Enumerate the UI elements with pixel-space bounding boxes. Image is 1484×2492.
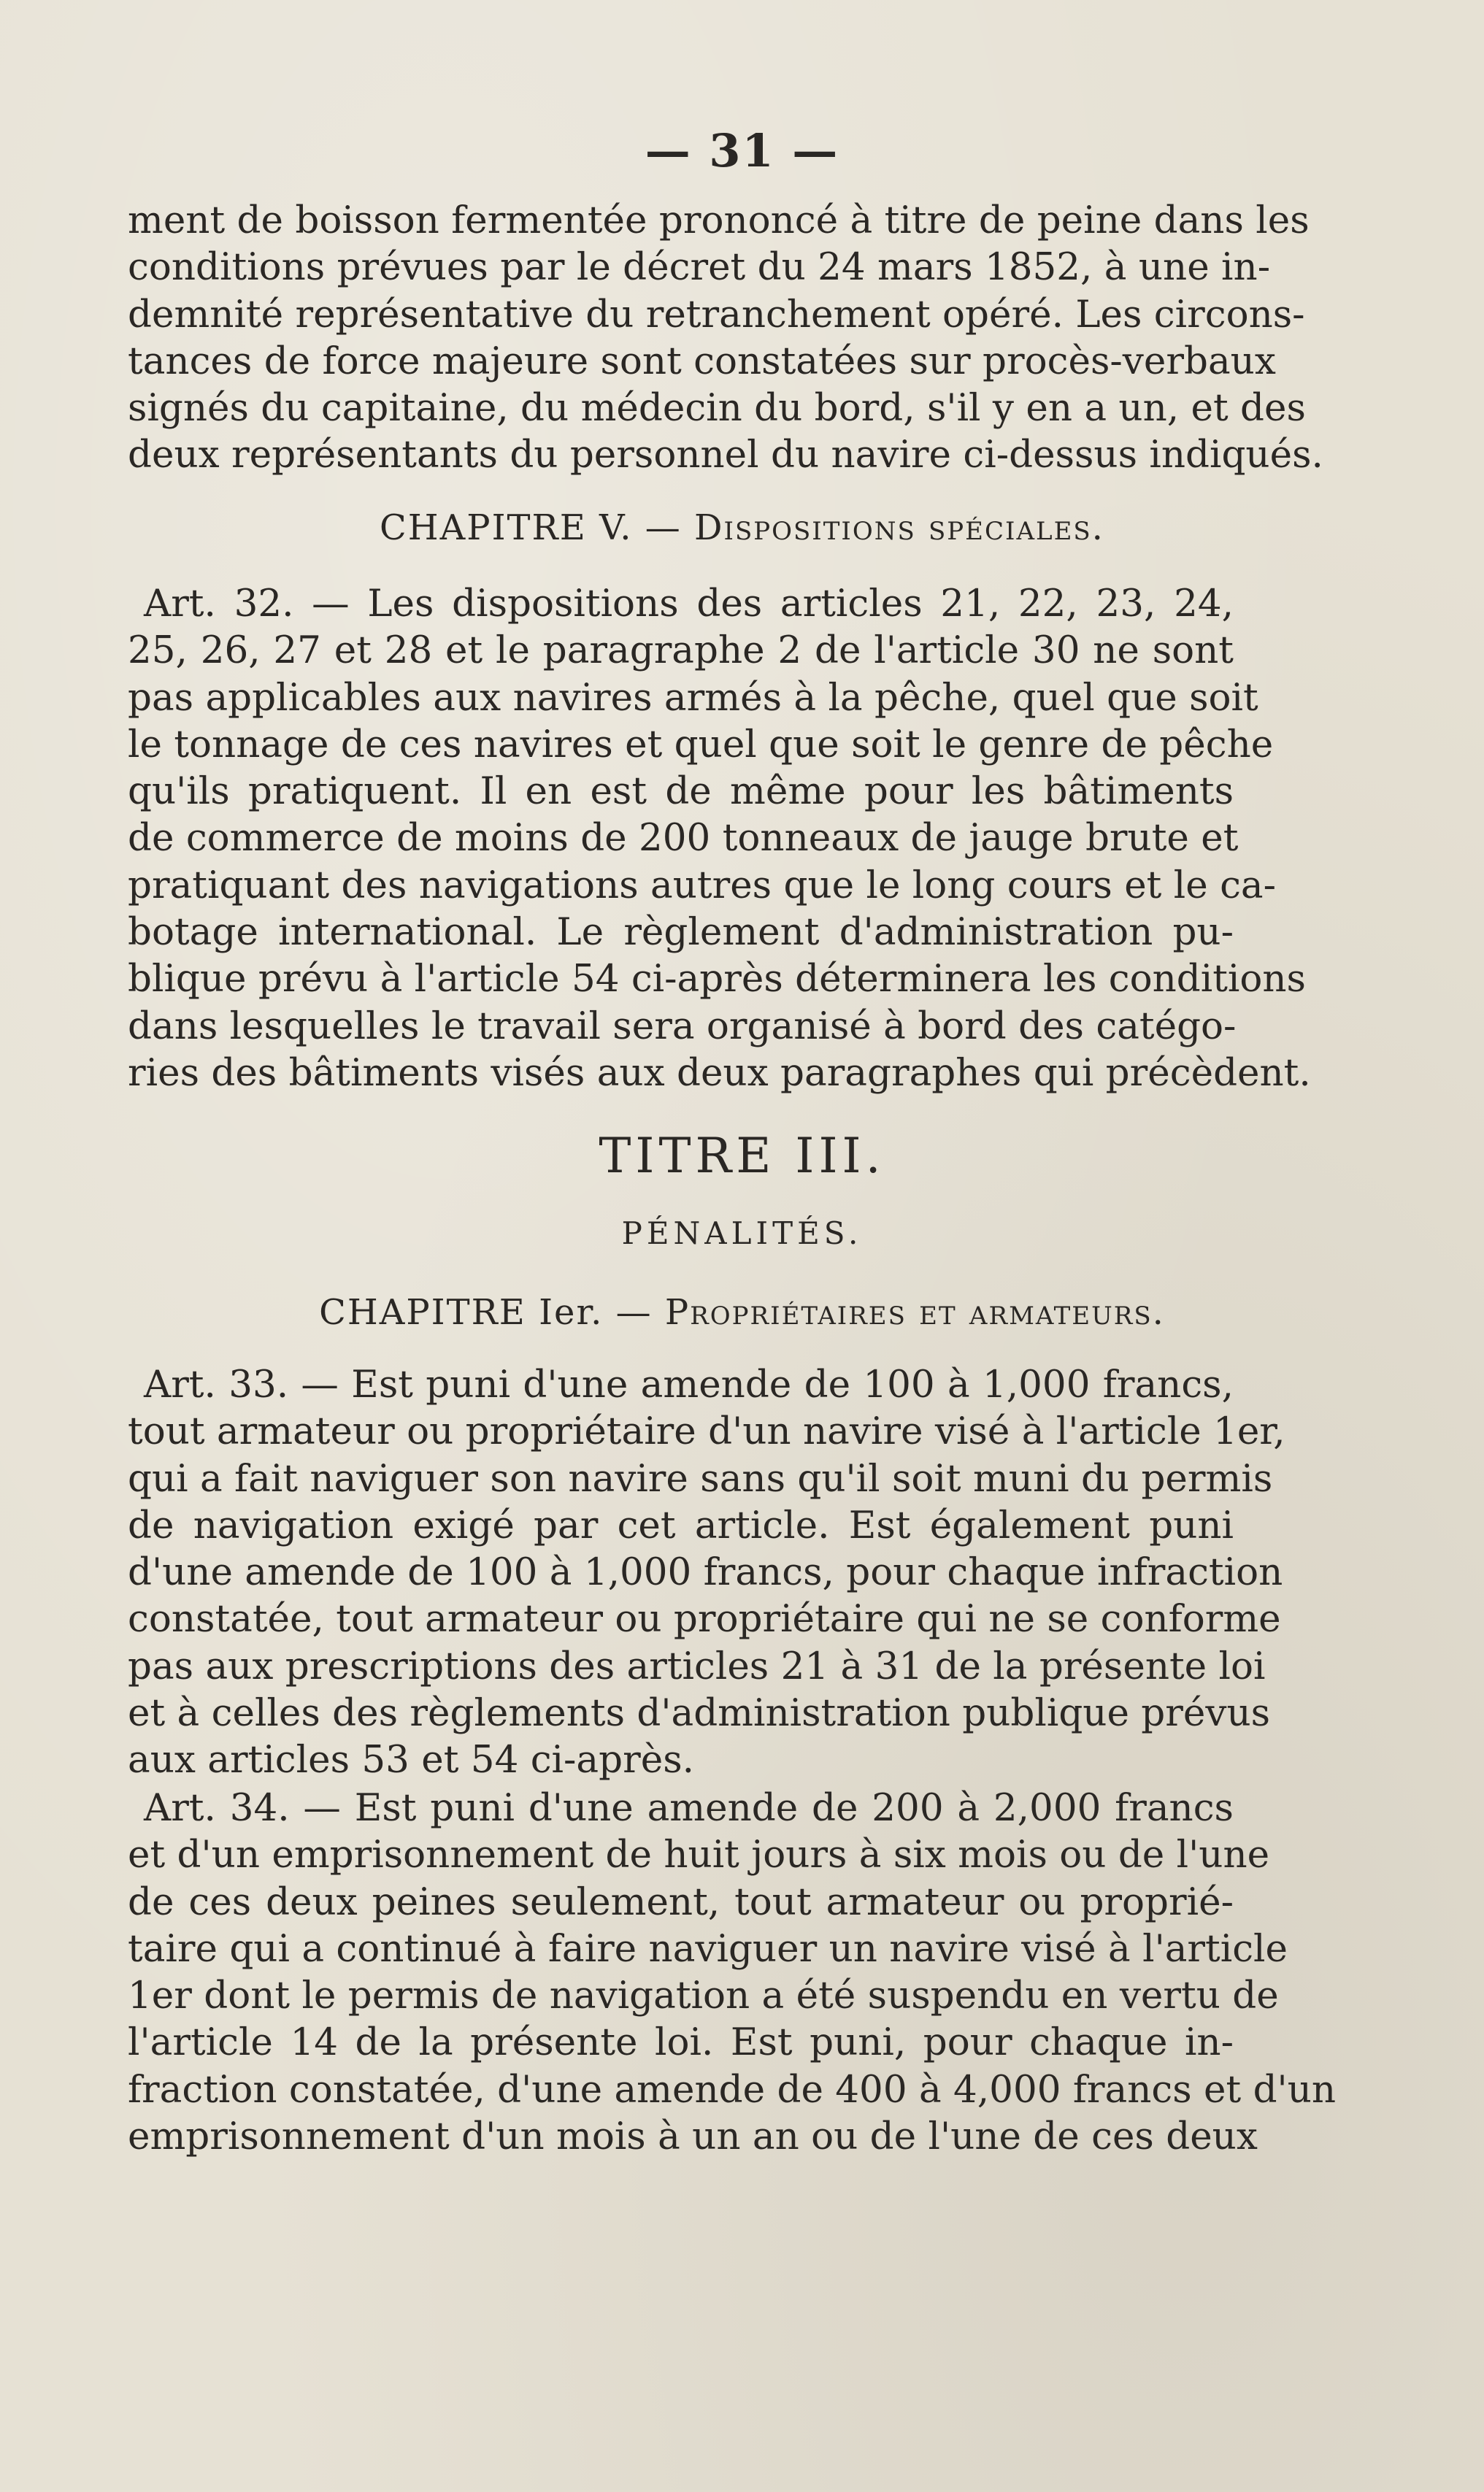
chapter-heading: [0, 1292, 1484, 1333]
text-line: de navigation exigé par cet article. Est également puni: [128, 1503, 1234, 1547]
article-34: [128, 1785, 1337, 2160]
text-line: de ces deux peines seulement, tout armateur ou proprié-: [128, 1880, 1234, 1924]
text-line: signés du capitaine, du médecin du bord, s'il y en a un, et des: [128, 386, 1306, 431]
text-line: qu'ils pratiquent. Il en est de même pour les bâtiments: [128, 769, 1234, 814]
text-line: et à celles des règlements d'administration publique prévus: [128, 1691, 1271, 1736]
text-line: l'article 14 de la présente loi. Est puni, pour chaque in-: [128, 2020, 1234, 2065]
text-line: taire qui a continué à faire naviguer un navire visé à l'article: [128, 1926, 1288, 1971]
article-33: [128, 1361, 1285, 1784]
text-line: pas applicables aux navires armés à la pêche, quel que soit: [128, 675, 1258, 720]
paragraph-continuation: [128, 197, 1323, 479]
text-line: emprisonnement d'un mois à un an ou de l'une de ces deux: [128, 2115, 1258, 2159]
text-line: deux représentants du personnel du navire ci-dessus indiqués.: [128, 433, 1323, 477]
text-line: tances de force majeure sont constatées sur procès-verbaux: [128, 339, 1276, 383]
text-line: pas aux prescriptions des articles 21 à 31 de la présente loi: [128, 1644, 1266, 1688]
article-32: [128, 580, 1311, 1096]
text-line: ment de boisson fermentée prononcé à titre de peine dans les: [128, 199, 1310, 242]
text-line: 25, 26, 27 et 28 et le paragraphe 2 de l'article 30 ne sont: [128, 628, 1234, 673]
chapter-prefix: CHAPITRE V. —: [380, 507, 682, 548]
text-line: pratiquant des navigations autres que le long cours et le ca-: [128, 863, 1277, 907]
text-line: dans lesquelles le travail sera organisé à bord des catégo-: [128, 1004, 1237, 1048]
text-line: ries des bâtiments visés aux deux paragraphes qui précèdent.: [128, 1050, 1311, 1095]
text-line: tout armateur ou propriétaire d'un navire visé à l'article 1er,: [128, 1410, 1285, 1454]
text-line: conditions prévues par le décret du 24 mars 1852, à une in-: [128, 245, 1271, 290]
text-line: botage international. Le règlement d'administration pu-: [128, 910, 1234, 955]
text-line: d'une amende de 100 à 1,000 francs, pour chaque infraction: [128, 1550, 1283, 1595]
text-line: demnité représentative du retranchement opéré. Les circons-: [128, 292, 1305, 337]
page-number: — 31 —: [645, 124, 839, 177]
chapter-prefix: CHAPITRE Ier. —: [319, 1292, 653, 1333]
text-line: qui a fait naviguer son navire sans qu'il soit muni du permis: [128, 1456, 1273, 1501]
text-line: fraction constatée, d'une amende de 400 à 4,000 francs et d'un: [128, 2067, 1337, 2112]
text-line: constatée, tout armateur ou propriétaire qui ne se conforme: [128, 1597, 1281, 1642]
title-heading: TITRE III.: [599, 1128, 885, 1184]
text-line: 1er dont le permis de navigation a été suspendu en vertu de: [128, 1974, 1279, 2018]
text-line: le tonnage de ces navires et quel que soit le genre de pêche: [128, 722, 1274, 766]
title-subheading: PÉNALITÉS.: [621, 1215, 863, 1251]
text-line: de commerce de moins de 200 tonneaux de jauge brute et: [128, 816, 1239, 861]
text-line: Art. 34. — Est puni d'une amende de 200 à 2,000 francs: [144, 1786, 1234, 1830]
text-line: aux articles 53 et 54 ci-après.: [128, 1738, 694, 1783]
text-line: blique prévu à l'article 54 ci-après déterminera les conditions: [128, 957, 1306, 1001]
chapter-title: Propriétaires et armateurs.: [664, 1292, 1165, 1333]
text-line: Art. 32. — Les dispositions des articles 21, 22, 23, 24,: [144, 582, 1234, 626]
text-line: et d'un emprisonnement de huit jours à six mois ou de l'une: [128, 1833, 1270, 1877]
chapter-title: Dispositions spéciales.: [694, 507, 1104, 548]
chapter-heading: [0, 507, 1484, 548]
text-line: Art. 33. — Est puni d'une amende de 100 à 1,000 francs,: [144, 1363, 1234, 1407]
